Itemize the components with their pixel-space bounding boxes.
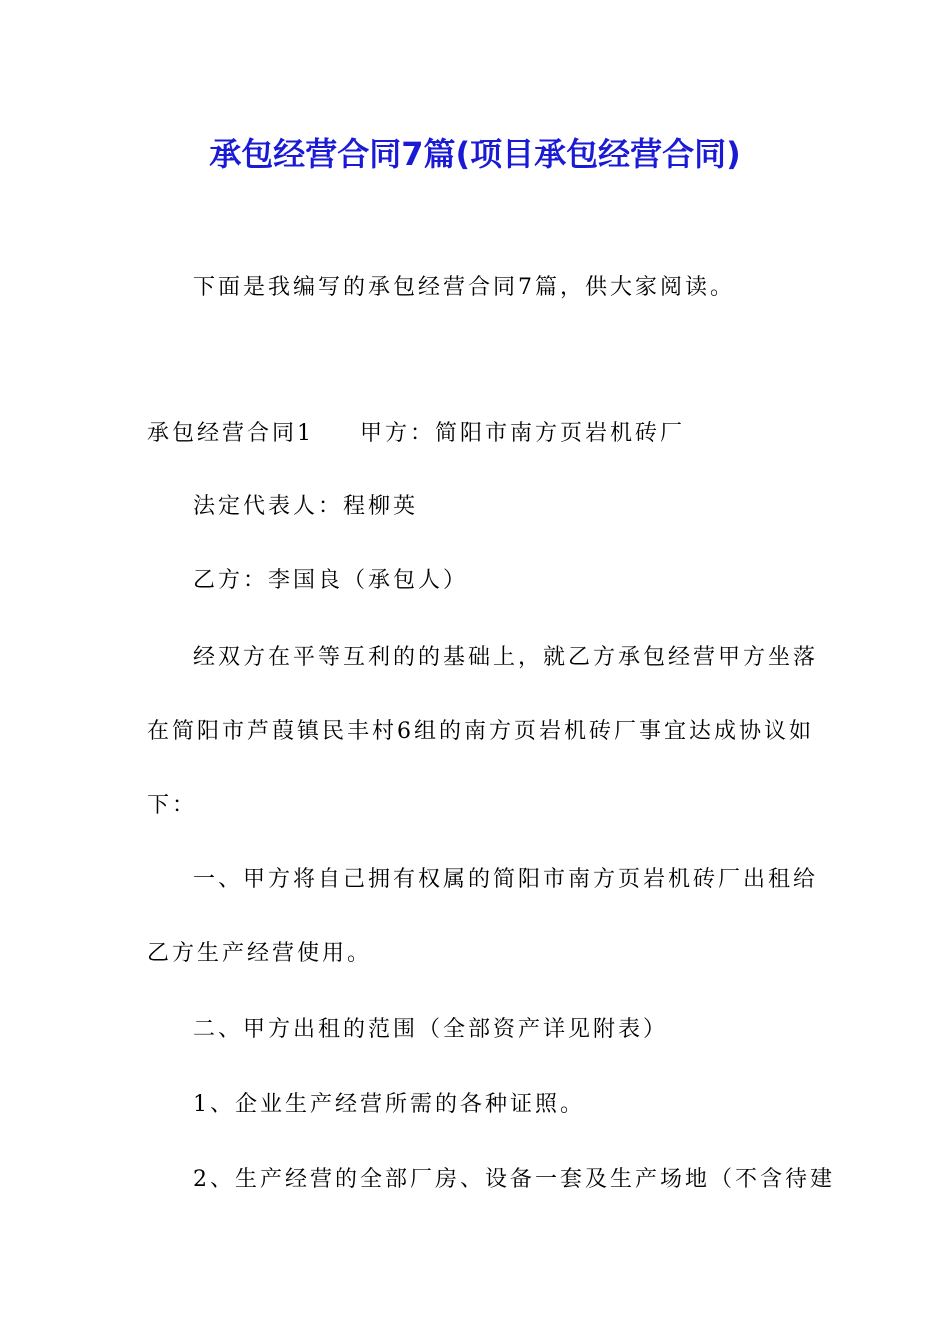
party-a: 甲方：简阳市南方页岩机砖厂 [360,421,686,446]
party-b: 乙方：李国良（承包人） [193,568,469,593]
clause-line: 乙方生产经营使用。 [147,941,373,966]
section-heading: 承包经营合同1 [147,421,314,446]
list-item: 2、生产经营的全部厂房、设备一套及生产场地（不含待建 [193,1167,835,1192]
clause-line: 一、甲方将自己拥有权属的简阳市南方页岩机砖厂出租给 [193,867,819,892]
legal-representative: 法定代表人：程柳英 [193,494,419,519]
clause-line: 二、甲方出租的范围（全部资产详见附表） [193,1017,669,1042]
list-item: 1、企业生产经营所需的各种证照。 [193,1092,585,1117]
paragraph-line: 在简阳市芦葭镇民丰村6组的南方页岩机砖厂事宜达成协议如 [147,719,814,744]
contract-header-line [147,414,685,454]
paragraph-line: 经双方在平等互利的的基础上，就乙方承包经营甲方坐落 [193,645,819,670]
paragraph-line: 下： [147,793,198,818]
document-title: 承包经营合同7篇(项目承包经营合同) [209,135,741,173]
intro-paragraph: 下面是我编写的承包经营合同7篇，供大家阅读。 [193,275,735,300]
